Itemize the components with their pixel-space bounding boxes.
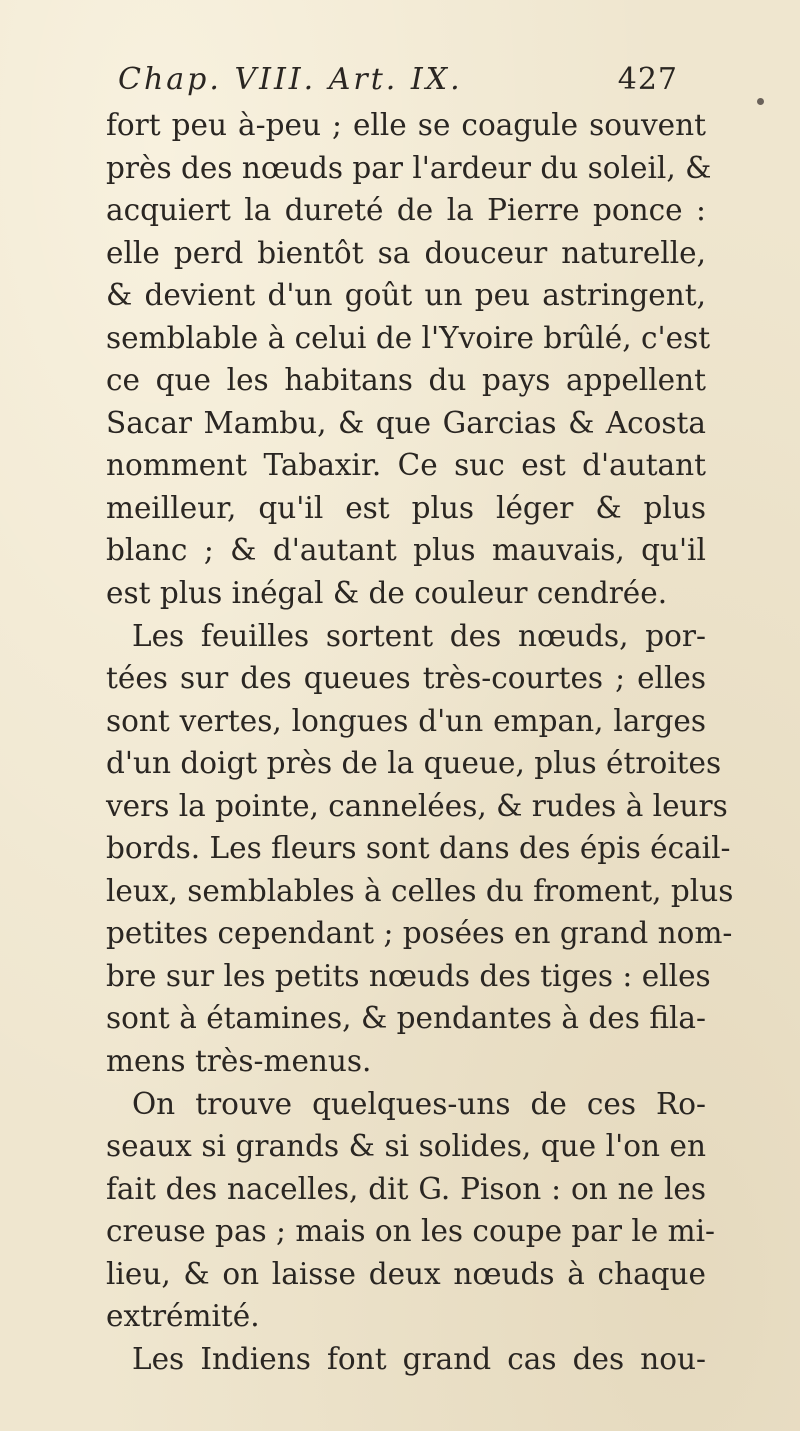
running-title: Chap. VIII. Art. IX.	[118, 62, 463, 97]
ink-speck	[757, 98, 764, 105]
text-line: petites cependant ; posées en grand nom-	[106, 916, 733, 951]
page-header	[118, 62, 678, 106]
text-line: seaux si grands & si solides, que l'on en	[106, 1129, 706, 1164]
text-line: meilleur, qu'il est plus léger & plus	[106, 490, 706, 525]
body-text	[106, 104, 734, 1380]
text-line: fort peu à-peu ; elle se coagule souvent	[106, 108, 706, 142]
text-line: vers la pointe, cannelées, & rudes à leurs	[106, 788, 728, 823]
text-line: est plus inégal & de couleur cendrée.	[106, 576, 668, 611]
text-line: sont à étamines, & pendantes à des fila-	[106, 1001, 706, 1036]
text-line: fait des nacelles, dit G. Pison : on ne les	[106, 1171, 706, 1206]
page-number: 427	[617, 62, 678, 97]
text-line: On trouve quelques-uns de ces Ro-	[132, 1086, 706, 1121]
text-line: creuse pas ; mais on les coupe par le mi-	[106, 1214, 716, 1249]
text-line: & devient d'un goût un peu astringent,	[106, 278, 706, 313]
text-line: mens très-menus.	[106, 1044, 372, 1079]
text-line: Sacar Mambu, & que Garcias & Acosta	[106, 405, 706, 440]
text-line: tées sur des queues très-courtes ; elles	[106, 661, 706, 696]
text-line: bords. Les fleurs sont dans des épis écail-	[106, 831, 731, 866]
text-line: elle perd bientôt sa douceur naturelle,	[106, 235, 706, 270]
text-line: Les Indiens font grand cas des nou-	[132, 1341, 706, 1376]
text-line: ce que les habitans du pays appellent	[106, 363, 706, 398]
text-line: leux, semblables à celles du froment, plus	[106, 873, 734, 908]
text-line: Les feuilles sortent des nœuds, por-	[132, 618, 706, 653]
text-line: blanc ; & d'autant plus mauvais, qu'il	[106, 533, 706, 568]
text-line: sont vertes, longues d'un empan, larges	[106, 703, 706, 738]
text-line: extrémité.	[106, 1299, 260, 1334]
text-line: acquiert la dureté de la Pierre ponce :	[106, 193, 706, 228]
text-line: lieu, & on laisse deux nœuds à chaque	[106, 1256, 706, 1291]
text-line: près des nœuds par l'ardeur du soleil, &	[106, 150, 712, 185]
text-line: d'un doigt près de la queue, plus étroites	[106, 746, 722, 781]
text-line: semblable à celui de l'Yvoire brûlé, c'est	[106, 320, 711, 355]
text-line: bre sur les petits nœuds des tiges : elles	[106, 958, 711, 993]
text-line: nomment Tabaxir. Ce suc est d'autant	[106, 448, 706, 483]
